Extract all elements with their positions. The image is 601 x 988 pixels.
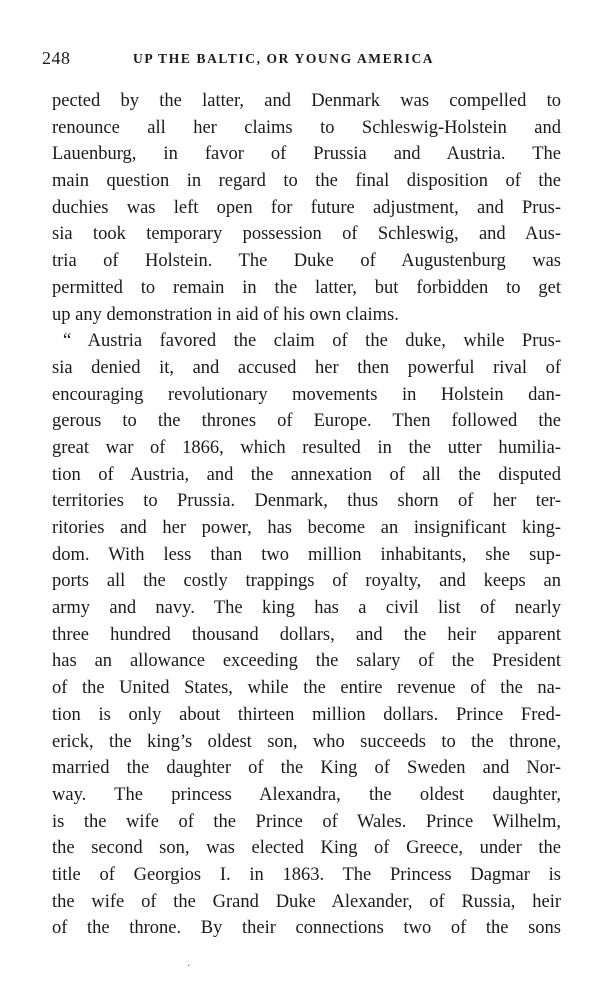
text-line: main question in regard to the final disposition of the (52, 171, 561, 192)
text-line: three hundred thousand dollars, and the heir apparent (52, 624, 561, 645)
text-line: of the United States, while the entire revenue of the na- (52, 678, 561, 699)
text-line: gerous to the thrones of Europe. Then followed the (52, 411, 561, 432)
text-line: of the throne. By their connections two of the sons (52, 918, 561, 939)
text-line: married the daughter of the King of Sweden and Nor- (52, 758, 561, 779)
text-line: sia took temporary possession of Schleswig, and Aus- (52, 224, 561, 245)
text-line: Lauenburg, in favor of Prussia and Austria. The (52, 144, 561, 165)
paragraph-last-line: up any demonstration in aid of his own claims. (52, 304, 399, 325)
text-line: army and navy. The king has a civil list of nearly (52, 598, 561, 619)
page-header (42, 46, 562, 70)
text-line: has an allowance exceeding the salary of the President (52, 651, 561, 672)
text-line: is the wife of the Prince of Wales. Prince Wilhelm, (52, 811, 561, 832)
page-number: 248 (42, 48, 71, 68)
text-line: encouraging revolutionary movements in Holstein dan- (52, 384, 561, 405)
paragraph-first-line: “ Austria favored the claim of the duke, while Prus- (63, 331, 561, 352)
text-line: erick, the king’s oldest son, who succeeds to the throne, (52, 731, 561, 752)
text-line: tion is only about thirteen million dollars. Prince Fred- (52, 704, 561, 725)
text-line: renounce all her claims to Schleswig-Holstein and (52, 117, 561, 138)
text-line: territories to Prussia. Denmark, thus shorn of her ter- (52, 491, 561, 512)
text-line: ports all the costly trappings of royalty, and keeps an (52, 571, 561, 592)
text-line: way. The princess Alexandra, the oldest daughter, (52, 784, 561, 805)
text-line: ritories and her power, has become an insignificant king- (52, 518, 561, 538)
text-line: the wife of the Grand Duke Alexander, of Russia, heir (52, 891, 561, 912)
footer-mark: · (187, 961, 191, 972)
text-line: sia denied it, and accused her then powerful rival of (52, 357, 561, 378)
body-text (52, 88, 561, 942)
running-head: UP THE BALTIC, OR YOUNG AMERICA (133, 51, 435, 66)
text-line: duchies was left open for future adjustment, and Prus- (52, 197, 561, 218)
text-line: pected by the latter, and Denmark was compelled to (52, 91, 561, 111)
text-line: great war of 1866, which resulted in the utter humilia- (52, 437, 561, 458)
text-line: the second son, was elected King of Greece, under the (52, 838, 561, 859)
text-line: tria of Holstein. The Duke of Augustenburg was (52, 251, 561, 272)
text-line: title of Georgios I. in 1863. The Princess Dagmar is (52, 864, 561, 885)
text-line: dom. With less than two million inhabitants, she sup- (52, 544, 561, 565)
text-line: tion of Austria, and the annexation of all the disputed (52, 464, 561, 485)
text-line: permitted to remain in the latter, but forbidden to get (52, 277, 561, 298)
